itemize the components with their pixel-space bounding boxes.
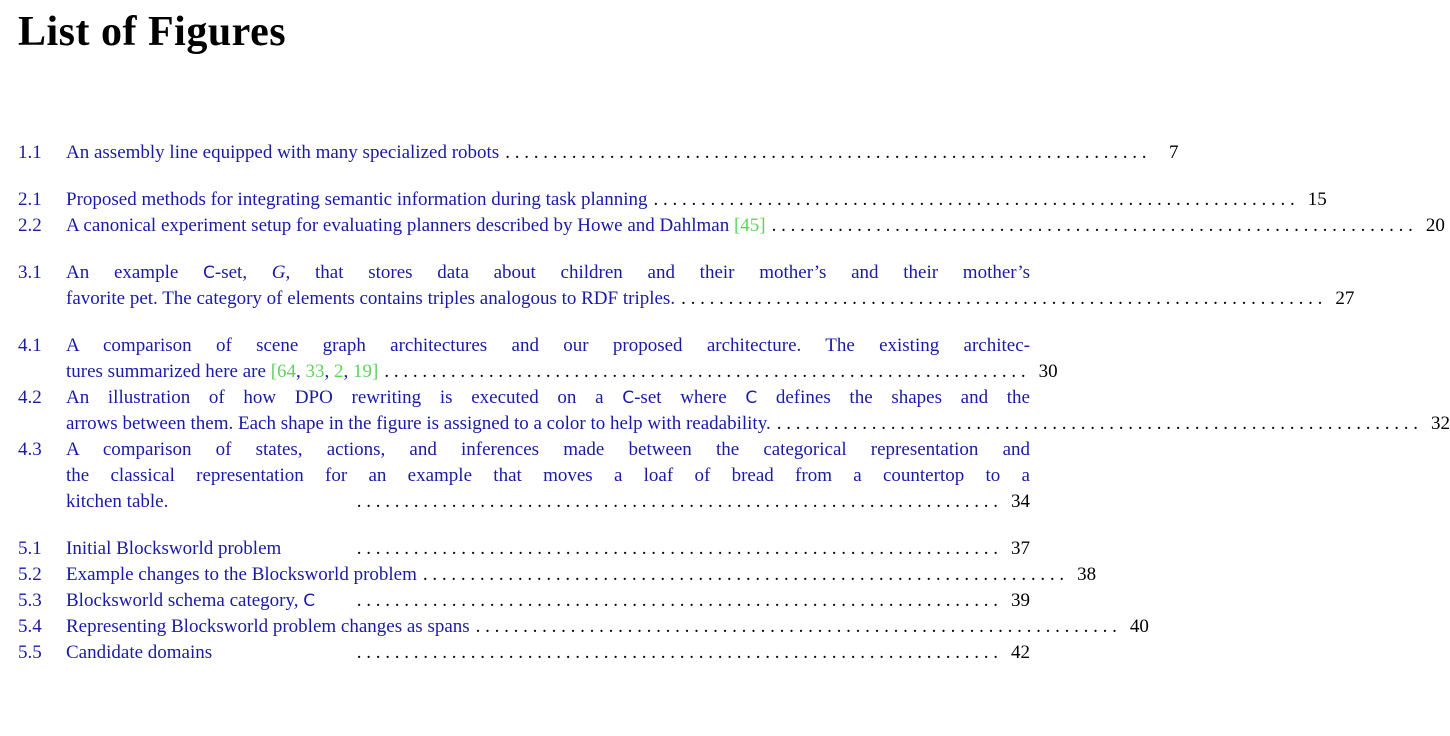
- category-symbol: C: [203, 263, 215, 283]
- caption-text: -set where: [634, 387, 746, 408]
- chapter-1-group: [18, 140, 1179, 166]
- figure-entry-3-1[interactable]: [18, 260, 1355, 312]
- figure-number[interactable]: 2.2: [18, 215, 42, 236]
- figure-number[interactable]: 4.2: [18, 387, 42, 408]
- math-symbol: G: [271, 262, 286, 283]
- citation-bracket: [: [270, 361, 278, 382]
- figure-entry-4-2[interactable]: [18, 385, 1450, 437]
- page-number[interactable]: 30: [1038, 361, 1058, 382]
- dot-leader: . . . . . . . . . . . . . . . . . . . . . . . . . . . . . . . . . . . . . . . . . . . . . . . . . . . . . . . . . . . . . . . . . . . .: [356, 590, 998, 611]
- dot-leader: . . . . . . . . . . . . . . . . . . . . . . . . . . . . . . . . . . . . . . . . . . . . . . . . . . . . . . . . . . . . . . . . . . . .: [384, 361, 1026, 382]
- caption-line[interactable]: favorite pet. The category of elements contains triples analogous to RDF triples.: [66, 288, 676, 309]
- figure-entry-1-1[interactable]: [18, 140, 1179, 166]
- caption-text: defines the shapes and the: [757, 387, 1030, 408]
- caption-text: Blocksworld schema category,: [66, 590, 304, 611]
- chapter-2-group: [18, 187, 1445, 239]
- chapter-3-group: [18, 260, 1355, 312]
- dot-leader: . . . . . . . . . . . . . . . . . . . . . . . . . . . . . . . . . . . . . . . . . . . . . . . . . . . . . . . . . . . . . . . . . . . .: [776, 413, 1418, 434]
- page-number[interactable]: 39: [1011, 590, 1030, 611]
- figure-caption[interactable]: Candidate domains: [66, 642, 213, 663]
- dot-leader: . . . . . . . . . . . . . . . . . . . . . . . . . . . . . . . . . . . . . . . . . . . . . . . . . . . . . . . . . . . . . . . . . . . .: [681, 288, 1323, 309]
- page-number[interactable]: 40: [1129, 616, 1149, 637]
- page-number[interactable]: 20: [1425, 215, 1445, 236]
- caption-line[interactable]: arrows between them. Each shape in the figure is assigned to a color to help with readability.: [66, 413, 771, 434]
- figure-entry-5-5[interactable]: [18, 640, 1030, 666]
- figure-caption[interactable]: [66, 588, 315, 614]
- dot-leader: . . . . . . . . . . . . . . . . . . . . . . . . . . . . . . . . . . . . . . . . . . . . . . . . . . . . . . . . . . . . . . . . . . . .: [505, 142, 1147, 163]
- citation-link[interactable]: 64: [277, 361, 297, 382]
- dot-leader: . . . . . . . . . . . . . . . . . . . . . . . . . . . . . . . . . . . . . . . . . . . . . . . . . . . . . . . . . . . . . . . . . . . .: [653, 189, 1295, 210]
- caption-text: -set,: [214, 262, 272, 283]
- caption-line[interactable]: A comparison of scene graph architectures and our proposed architecture. The existing architec-: [66, 335, 1030, 356]
- caption-text: tures summarized here are: [66, 361, 271, 382]
- page-number[interactable]: 27: [1335, 288, 1355, 309]
- figure-caption[interactable]: Proposed methods for integrating semantic information during task planning: [66, 189, 648, 210]
- caption-text: , that stores data about children and their mother’s and their mother’s: [285, 262, 1030, 283]
- caption-line[interactable]: the classical representation for an example that moves a loaf of bread from a countertop to a: [66, 465, 1030, 486]
- citation-bracket: [: [733, 215, 741, 236]
- figure-number[interactable]: 1.1: [18, 142, 42, 163]
- caption-text: An illustration of how DPO rewriting is executed on a: [66, 387, 623, 408]
- citation-bracket: ]: [372, 361, 379, 382]
- category-symbol: C: [745, 388, 758, 408]
- citation-link[interactable]: 2: [334, 361, 344, 382]
- page-number[interactable]: 15: [1307, 189, 1327, 210]
- page-title: List of Figures: [18, 9, 287, 55]
- figure-number[interactable]: 3.1: [18, 262, 42, 283]
- citation-link[interactable]: 33: [305, 361, 325, 382]
- figure-number[interactable]: 5.5: [18, 642, 42, 663]
- figure-number[interactable]: 5.2: [18, 564, 42, 585]
- figure-entry-5-4[interactable]: [18, 614, 1149, 640]
- caption-line[interactable]: A comparison of states, actions, and inferences made between the categorical representation and: [66, 439, 1030, 460]
- page-number[interactable]: 34: [1011, 491, 1030, 512]
- figure-caption[interactable]: Example changes to the Blocksworld problem: [66, 564, 417, 585]
- figure-entry-4-1[interactable]: [18, 333, 1058, 385]
- dot-leader: . . . . . . . . . . . . . . . . . . . . . . . . . . . . . . . . . . . . . . . . . . . . . . . . . . . . . . . . . . . . . . . . . . . .: [475, 616, 1117, 637]
- dot-leader: . . . . . . . . . . . . . . . . . . . . . . . . . . . . . . . . . . . . . . . . . . . . . . . . . . . . . . . . . . . . . . . . . . . .: [356, 491, 998, 512]
- page-number[interactable]: 38: [1077, 564, 1097, 585]
- caption-text: A canonical experiment setup for evaluating planners described by Howe and Dahlman: [66, 215, 734, 236]
- caption-line[interactable]: kitchen table.: [66, 491, 169, 512]
- category-symbol: C: [622, 388, 635, 408]
- figure-list: [18, 140, 1450, 687]
- dot-leader: . . . . . . . . . . . . . . . . . . . . . . . . . . . . . . . . . . . . . . . . . . . . . . . . . . . . . . . . . . . . . . . . . . . .: [422, 564, 1065, 585]
- page-number[interactable]: 42: [1011, 642, 1030, 663]
- figure-entry-2-2[interactable]: [18, 213, 1445, 239]
- caption-line[interactable]: [66, 260, 1030, 286]
- figure-caption[interactable]: An assembly line equipped with many specialized robots: [66, 142, 500, 163]
- figure-number[interactable]: 4.1: [18, 335, 42, 356]
- category-symbol: C: [303, 591, 316, 611]
- figure-caption[interactable]: Representing Blocksworld problem changes as spans: [66, 616, 470, 637]
- caption-text: An example: [66, 262, 204, 283]
- page-number[interactable]: 32: [1430, 413, 1450, 434]
- figure-entry-4-3[interactable]: [18, 437, 1030, 515]
- citation-separator: ,: [324, 361, 335, 382]
- citation-link[interactable]: 45: [740, 215, 760, 236]
- caption-line[interactable]: [66, 385, 1030, 411]
- figure-entry-5-3[interactable]: [18, 588, 1030, 614]
- figure-number[interactable]: 5.3: [18, 590, 42, 611]
- caption-line[interactable]: [66, 359, 378, 385]
- citation-link[interactable]: 19: [353, 361, 373, 382]
- citation-bracket: ]: [759, 215, 766, 236]
- dot-leader: . . . . . . . . . . . . . . . . . . . . . . . . . . . . . . . . . . . . . . . . . . . . . . . . . . . . . . . . . . . . . . . . . . . .: [771, 215, 1413, 236]
- figure-number[interactable]: 5.4: [18, 616, 42, 637]
- figure-entry-2-1[interactable]: [18, 187, 1327, 213]
- figure-caption[interactable]: Initial Blocksworld problem: [66, 538, 282, 559]
- citation-separator: ,: [296, 361, 306, 382]
- figure-number[interactable]: 4.3: [18, 439, 42, 460]
- figure-entry-5-2[interactable]: [18, 562, 1097, 588]
- figure-caption[interactable]: [66, 213, 766, 239]
- chapter-4-group: [18, 333, 1450, 515]
- citation-separator: ,: [343, 361, 354, 382]
- chapter-5-group: [18, 536, 1149, 666]
- figure-number[interactable]: 5.1: [18, 538, 42, 559]
- figure-entry-5-1[interactable]: [18, 536, 1030, 562]
- page-number[interactable]: 7: [1168, 142, 1179, 163]
- dot-leader: . . . . . . . . . . . . . . . . . . . . . . . . . . . . . . . . . . . . . . . . . . . . . . . . . . . . . . . . . . . . . . . . . . . .: [356, 642, 998, 663]
- page-number[interactable]: 37: [1011, 538, 1030, 559]
- dot-leader: . . . . . . . . . . . . . . . . . . . . . . . . . . . . . . . . . . . . . . . . . . . . . . . . . . . . . . . . . . . . . . . . . . . .: [356, 538, 998, 559]
- figure-number[interactable]: 2.1: [18, 189, 42, 210]
